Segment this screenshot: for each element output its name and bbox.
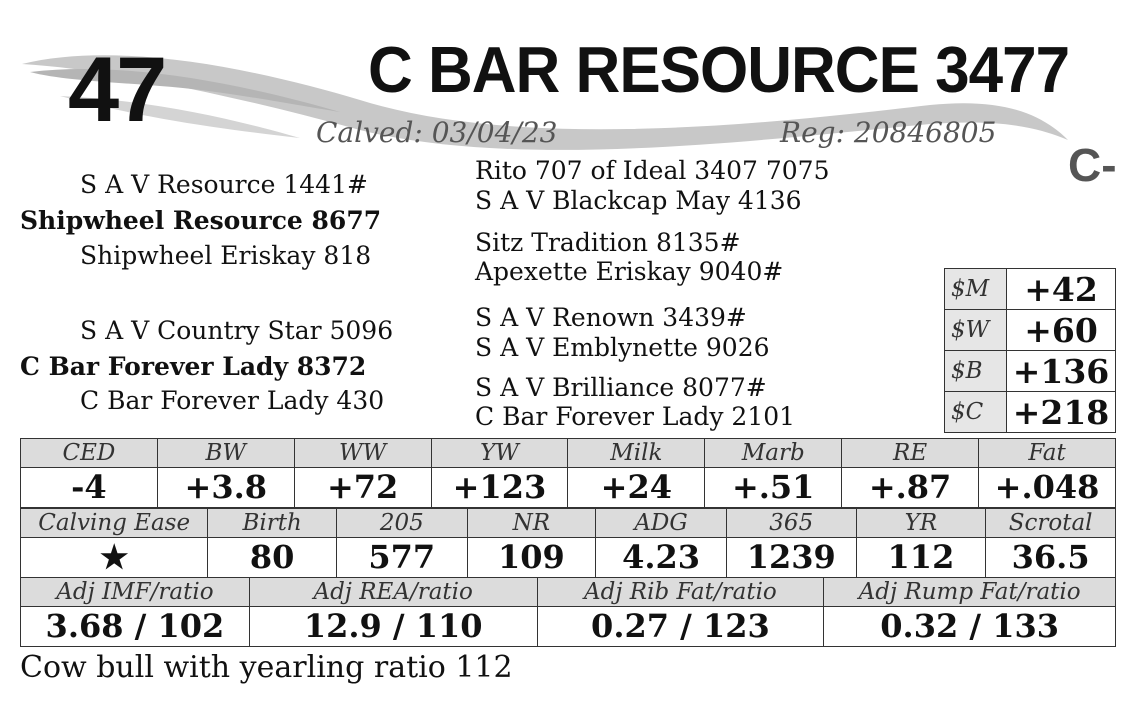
performance-value: 577	[336, 538, 467, 578]
epd-value: +3.8	[157, 468, 294, 508]
index-value: +218	[1007, 392, 1116, 433]
pedigree-ds-dam: S A V Emblynette 9026	[475, 333, 770, 362]
epd-header: Marb	[705, 439, 842, 468]
epd-header: Fat	[979, 439, 1116, 468]
index-value: +136	[1007, 351, 1116, 392]
ultrasound-value: 12.9 / 110	[249, 607, 537, 647]
pedigree-sd-sire: Sitz Tradition 8135#	[475, 228, 741, 257]
ultrasound-header: Adj Rump Fat/ratio	[824, 578, 1116, 607]
lot-comment: Cow bull with yearling ratio 112	[20, 650, 513, 685]
pedigree-dam: C Bar Forever Lady 8372	[20, 352, 367, 381]
epd-value-row	[21, 468, 1116, 508]
epd-header: RE	[842, 439, 979, 468]
performance-value-row	[21, 538, 1116, 578]
pedigree-sire: Shipwheel Resource 8677	[20, 206, 382, 235]
ultrasound-table	[20, 577, 1116, 647]
index-row	[945, 310, 1116, 351]
ultrasound-value-row	[21, 607, 1116, 647]
index-label: $W	[945, 310, 1007, 351]
epd-header: Milk	[568, 439, 705, 468]
epd-table	[20, 438, 1116, 508]
performance-header: 365	[726, 509, 856, 538]
pedigree-dd-dam: C Bar Forever Lady 2101	[475, 402, 796, 431]
epd-value: -4	[21, 468, 158, 508]
performance-header: ADG	[596, 509, 727, 538]
pedigree-sd-dam: Apexette Eriskay 9040#	[475, 257, 784, 286]
ultrasound-header: Adj REA/ratio	[249, 578, 537, 607]
performance-header-row	[21, 509, 1116, 538]
ultrasound-header-row	[21, 578, 1116, 607]
epd-header: BW	[157, 439, 294, 468]
ultrasound-header: Adj Rib Fat/ratio	[537, 578, 824, 607]
pedigree-dam-sire: S A V Country Star 5096	[80, 316, 394, 345]
registration-number: Reg: 20846805	[780, 116, 997, 149]
pedigree-dd-sire: S A V Brilliance 8077#	[475, 373, 767, 402]
epd-value: +.51	[705, 468, 842, 508]
epd-value: +24	[568, 468, 705, 508]
grade-label: C-	[1068, 139, 1117, 191]
lot-number: 47	[68, 39, 165, 141]
index-label: $M	[945, 269, 1007, 310]
performance-header: YR	[856, 509, 986, 538]
pedigree-ss-dam: S A V Blackcap May 4136	[475, 186, 802, 215]
performance-value: 4.23	[596, 538, 727, 578]
index-row	[945, 269, 1116, 310]
epd-header-row	[21, 439, 1116, 468]
epd-value: +72	[294, 468, 431, 508]
epd-value: +123	[431, 468, 568, 508]
index-label: $C	[945, 392, 1007, 433]
ultrasound-header: Adj IMF/ratio	[21, 578, 250, 607]
animal-name: C BAR RESOURCE 3477	[368, 34, 1070, 107]
performance-header: Birth	[208, 509, 337, 538]
calving-ease-star-icon: ★	[21, 538, 208, 578]
performance-value: 112	[856, 538, 986, 578]
epd-header: CED	[21, 439, 158, 468]
performance-header: Scrotal	[986, 509, 1116, 538]
epd-value: +.87	[842, 468, 979, 508]
calved-date: Calved: 03/04/23	[316, 116, 558, 149]
index-row	[945, 392, 1116, 433]
performance-value: 109	[467, 538, 596, 578]
index-label: $B	[945, 351, 1007, 392]
performance-value: 80	[208, 538, 337, 578]
performance-header: Calving Ease	[21, 509, 208, 538]
epd-header: WW	[294, 439, 431, 468]
pedigree-dam-dam: C Bar Forever Lady 430	[80, 386, 385, 415]
index-value: +60	[1007, 310, 1116, 351]
performance-header: 205	[336, 509, 467, 538]
index-value: +42	[1007, 269, 1116, 310]
epd-value: +.048	[979, 468, 1116, 508]
epd-header: YW	[431, 439, 568, 468]
performance-value: 36.5	[986, 538, 1116, 578]
ultrasound-value: 0.32 / 133	[824, 607, 1116, 647]
pedigree-ds-sire: S A V Renown 3439#	[475, 303, 747, 332]
index-table	[944, 268, 1116, 433]
pedigree-sire-sire: S A V Resource 1441#	[80, 170, 368, 199]
ultrasound-value: 0.27 / 123	[537, 607, 824, 647]
performance-value: 1239	[726, 538, 856, 578]
index-row	[945, 351, 1116, 392]
pedigree-ss-sire: Rito 707 of Ideal 3407 7075	[475, 156, 830, 185]
performance-header: NR	[467, 509, 596, 538]
performance-table	[20, 508, 1116, 578]
ultrasound-value: 3.68 / 102	[21, 607, 250, 647]
pedigree-sire-dam: Shipwheel Eriskay 818	[80, 241, 372, 270]
